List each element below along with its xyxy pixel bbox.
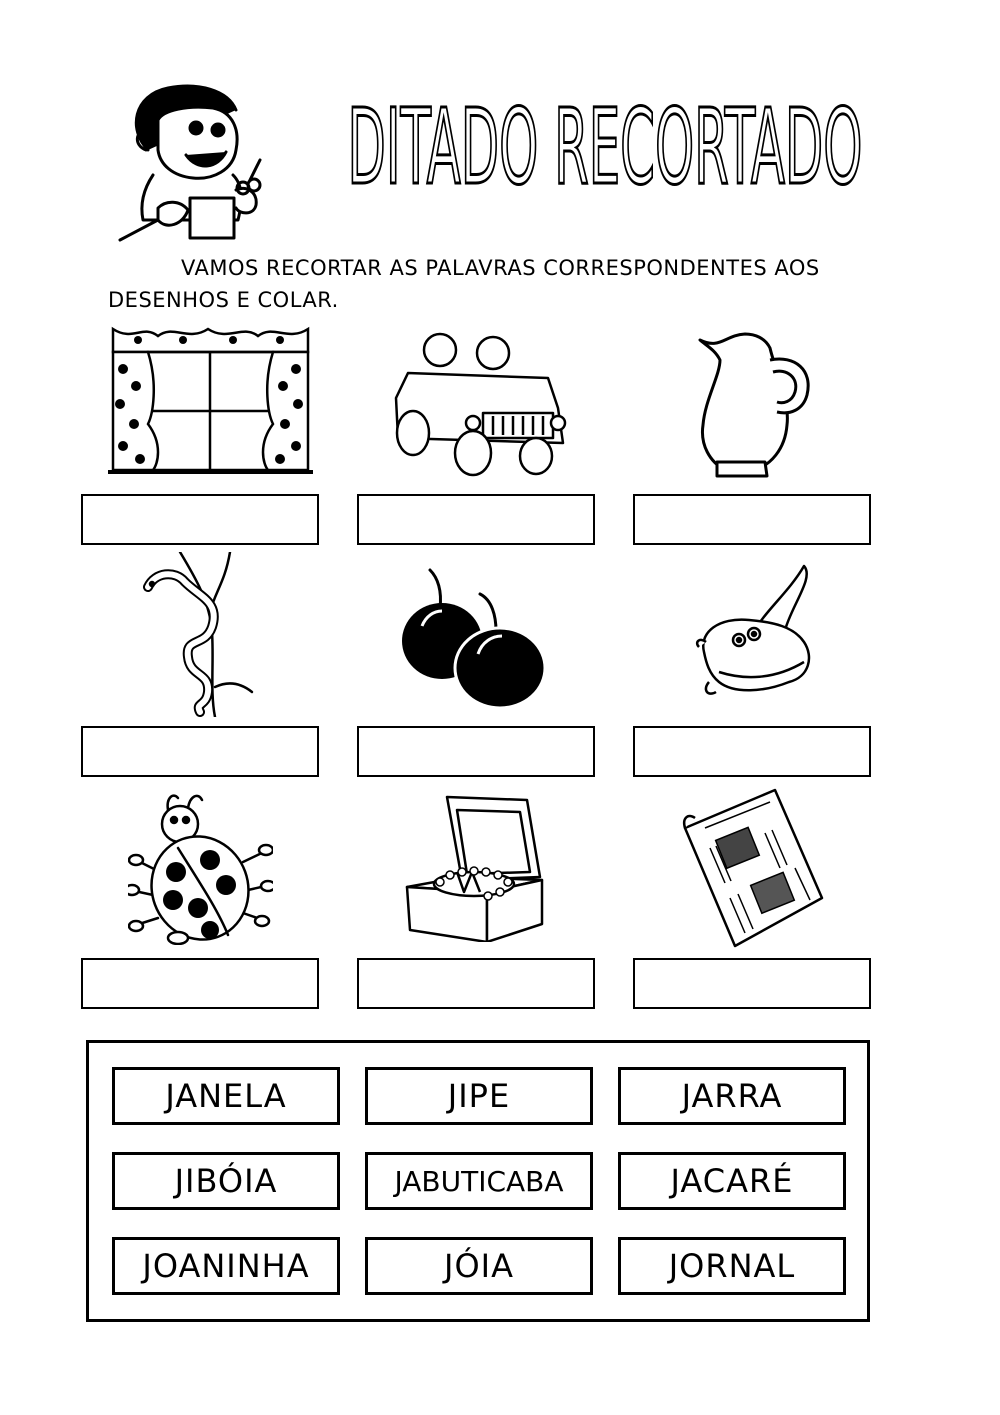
answer-box-1[interactable] [81, 494, 319, 545]
jeep-icon [388, 328, 568, 478]
word-label: JACARÉ [670, 1162, 794, 1200]
answer-box-2[interactable] [357, 494, 595, 545]
newspaper-icon [680, 788, 825, 948]
word-label: JÓIA [444, 1247, 514, 1285]
alligator-icon [694, 562, 818, 702]
word-label: JORNAL [668, 1247, 796, 1285]
word-label: JIBÓIA [174, 1162, 278, 1200]
word-card-jarra[interactable] [618, 1067, 846, 1125]
word-card-jornal[interactable] [618, 1237, 846, 1295]
word-label: JABUTICABA [394, 1164, 564, 1198]
word-card-joia[interactable] [365, 1237, 593, 1295]
jewelry-box-icon [402, 792, 547, 942]
word-card-jipe[interactable] [365, 1067, 593, 1125]
answer-box-3[interactable] [633, 494, 871, 545]
jug-icon [695, 330, 815, 480]
answer-box-6[interactable] [633, 726, 871, 777]
word-label: JIPE [447, 1077, 511, 1115]
window-curtains-icon [108, 324, 313, 476]
answer-box-4[interactable] [81, 726, 319, 777]
word-card-jabuticaba[interactable] [365, 1152, 593, 1210]
page-title [340, 95, 870, 195]
word-label: JARRA [681, 1077, 783, 1115]
answer-box-7[interactable] [81, 958, 319, 1009]
kid-with-scissors-illustration [118, 80, 278, 245]
word-bank [86, 1040, 870, 1322]
snake-icon [140, 552, 260, 717]
answer-box-9[interactable] [633, 958, 871, 1009]
word-card-jacare[interactable] [618, 1152, 846, 1210]
instructions-line2: DESENHOS E COLAR. [108, 288, 339, 312]
word-card-jiboia[interactable] [112, 1152, 340, 1210]
answer-box-8[interactable] [357, 958, 595, 1009]
answer-box-5[interactable] [357, 726, 595, 777]
word-label: JOANINHA [142, 1247, 310, 1285]
word-card-janela[interactable] [112, 1067, 340, 1125]
word-card-joaninha[interactable] [112, 1237, 340, 1295]
jabuticaba-fruit-icon [400, 566, 550, 711]
word-label: JANELA [165, 1077, 287, 1115]
ladybug-icon [128, 790, 273, 945]
instructions-line1: VAMOS RECORTAR AS PALAVRAS CORRESPONDENTES AOS [181, 256, 820, 280]
page-title-text: DITADO RECORTADO [347, 95, 863, 195]
